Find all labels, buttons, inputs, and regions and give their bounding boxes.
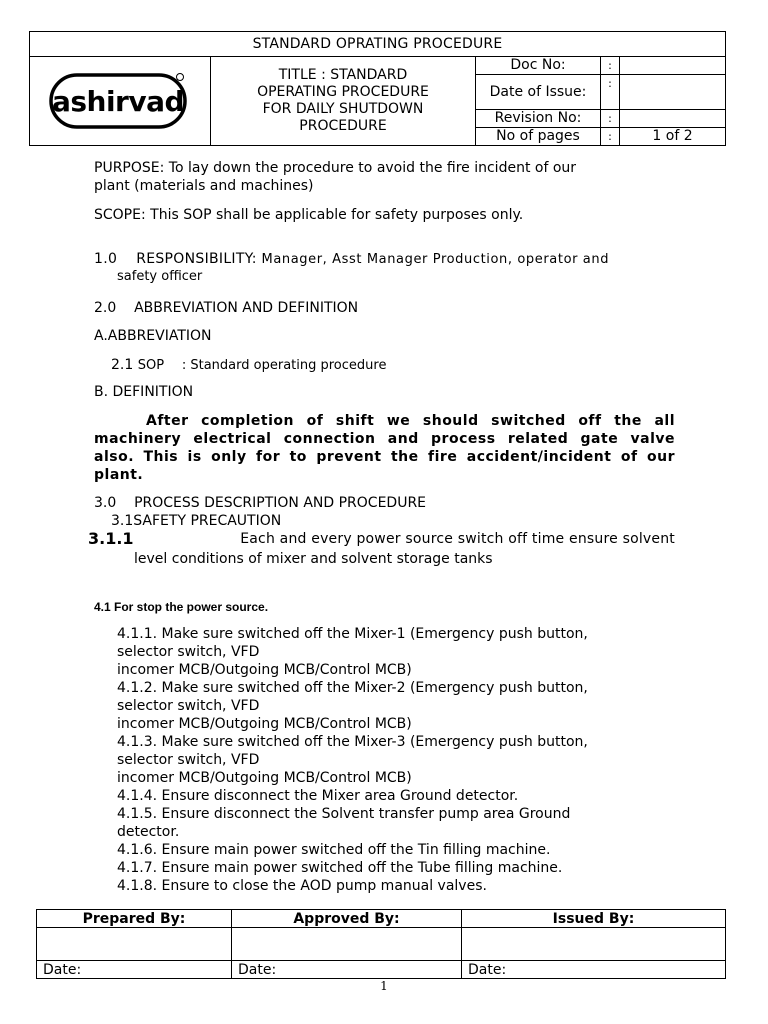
title-line-1: TITLE : STANDARD bbox=[278, 67, 408, 83]
date-of-issue-value bbox=[620, 75, 726, 110]
issued-date-label: Date: bbox=[462, 961, 726, 979]
revision-no-label: Revision No: bbox=[476, 110, 601, 128]
document-type-title: STANDARD OPRATING PROCEDURE bbox=[30, 32, 726, 57]
list-item: incomer MCB/Outgoing MCB/Control MCB) bbox=[117, 716, 412, 732]
prepared-by-signature bbox=[37, 928, 232, 961]
purpose-text: To lay down the procedure to avoid the fire incident of our bbox=[168, 160, 577, 176]
approved-by-signature bbox=[232, 928, 462, 961]
abbreviation-item bbox=[111, 356, 386, 375]
purpose-text-2: plant (materials and machines) bbox=[94, 178, 314, 194]
abbreviation-term: SOP bbox=[137, 358, 165, 373]
title-line-3: FOR DAILY SHUTDOWN bbox=[262, 101, 424, 117]
ashirvad-logo bbox=[49, 69, 191, 133]
list-item: detector. bbox=[117, 824, 180, 840]
definition-line-1: After completion of shift we should switched off the all bbox=[146, 413, 675, 429]
responsibility-text: Manager, Asst Manager Production, operator and bbox=[261, 252, 610, 267]
issued-by-header: Issued By: bbox=[462, 910, 726, 928]
title-line-4: PROCEDURE bbox=[299, 118, 387, 134]
list-item: 4.1.1. Make sure switched off the Mixer-1 (Emergency push button, bbox=[117, 626, 588, 642]
date-of-issue-label bbox=[476, 75, 601, 110]
doc-no-value bbox=[620, 57, 726, 75]
list-item: incomer MCB/Outgoing MCB/Control MCB) bbox=[117, 770, 412, 786]
section-2-number: 2.0 bbox=[94, 300, 117, 316]
section-2-title: ABBREVIATION AND DEFINITION bbox=[134, 300, 359, 316]
responsibility-number: 1.0 bbox=[94, 251, 118, 267]
process-heading bbox=[94, 494, 426, 512]
date-of-issue-colon: : bbox=[601, 75, 620, 110]
list-item: 4.1.4. Ensure disconnect the Mixer area Ground detector. bbox=[117, 788, 519, 804]
approved-by-header: Approved By: bbox=[232, 910, 462, 928]
definition-line-4: plant. bbox=[94, 467, 144, 483]
title-line-2: OPERATING PROCEDURE bbox=[257, 84, 429, 100]
revision-no-colon: : bbox=[601, 110, 620, 128]
issued-by-signature bbox=[462, 928, 726, 961]
scope-section bbox=[94, 206, 684, 224]
revision-no-value bbox=[620, 110, 726, 128]
shutdown-steps-list bbox=[117, 625, 677, 895]
sop-title bbox=[211, 57, 476, 146]
item-3-1-1 bbox=[88, 530, 675, 549]
header-table bbox=[29, 31, 726, 146]
doc-no-label: Doc No: bbox=[476, 57, 601, 75]
definition-line-2: machinery electrical connection and process related gate valve bbox=[94, 431, 675, 447]
abbreviation-definition-heading bbox=[94, 299, 358, 317]
responsibility-text-2: safety officer bbox=[117, 269, 203, 284]
item-3-1-1-text-2: level conditions of mixer and solvent storage tanks bbox=[134, 551, 493, 567]
list-item: 4.1.2. Make sure switched off the Mixer-2 (Emergency push button, bbox=[117, 680, 588, 696]
signature-table bbox=[36, 909, 726, 979]
section-3-title: PROCESS DESCRIPTION AND PROCEDURE bbox=[134, 495, 427, 511]
list-item: selector switch, VFD bbox=[117, 644, 260, 660]
date-of-issue-text: Date of Issue: bbox=[489, 83, 587, 100]
list-item: 4.1.6. Ensure main power switched off the Tin filling machine. bbox=[117, 842, 551, 858]
item-3-1-1-text: Each and every power source switch off time ensure solvent bbox=[240, 531, 675, 547]
definition-heading: B. DEFINITION bbox=[94, 384, 194, 400]
no-of-pages-label: No of pages bbox=[476, 128, 601, 146]
abbreviation-definition: : Standard operating procedure bbox=[181, 358, 387, 373]
abbreviation-item-number: 2.1 bbox=[111, 357, 134, 373]
item-3-1-1-number: 3.1.1 bbox=[88, 529, 134, 548]
svg-text:ashirvad: ashirvad bbox=[51, 85, 185, 118]
page-number: 1 bbox=[380, 979, 388, 993]
section-4-1-heading: 4.1 For stop the power source. bbox=[94, 600, 269, 614]
safety-precaution-heading: 3.1SAFETY PRECAUTION bbox=[111, 513, 282, 529]
doc-no-colon: : bbox=[601, 57, 620, 75]
list-item: 4.1.5. Ensure disconnect the Solvent transfer pump area Ground bbox=[117, 806, 571, 822]
responsibility-heading bbox=[94, 250, 675, 269]
responsibility-label: RESPONSIBILITY: bbox=[136, 251, 257, 267]
no-of-pages-colon: : bbox=[601, 128, 620, 146]
no-of-pages-value: 1 of 2 bbox=[620, 128, 726, 146]
purpose-section bbox=[94, 159, 684, 195]
list-item: 4.1.8. Ensure to close the AOD pump manual valves. bbox=[117, 878, 487, 894]
purpose-label: PURPOSE: bbox=[94, 160, 165, 176]
list-item: selector switch, VFD bbox=[117, 698, 260, 714]
prepared-date-label: Date: bbox=[37, 961, 232, 979]
list-item: 4.1.7. Ensure main power switched off the Tube filling machine. bbox=[117, 860, 563, 876]
logo-cell bbox=[30, 57, 211, 146]
list-item: selector switch, VFD bbox=[117, 752, 260, 768]
list-item: incomer MCB/Outgoing MCB/Control MCB) bbox=[117, 662, 412, 678]
list-item: 4.1.3. Make sure switched off the Mixer-3 (Emergency push button, bbox=[117, 734, 588, 750]
scope-text: This SOP shall be applicable for safety purposes only. bbox=[150, 207, 524, 223]
scope-label: SCOPE: bbox=[94, 207, 146, 223]
section-3-number: 3.0 bbox=[94, 495, 117, 511]
definition-line-3: also. This is only for to prevent the fire accident/incident of our bbox=[94, 449, 675, 465]
prepared-by-header: Prepared By: bbox=[37, 910, 232, 928]
abbreviation-subheading: A.ABBREVIATION bbox=[94, 328, 212, 344]
approved-date-label: Date: bbox=[232, 961, 462, 979]
definition-paragraph bbox=[94, 412, 675, 484]
